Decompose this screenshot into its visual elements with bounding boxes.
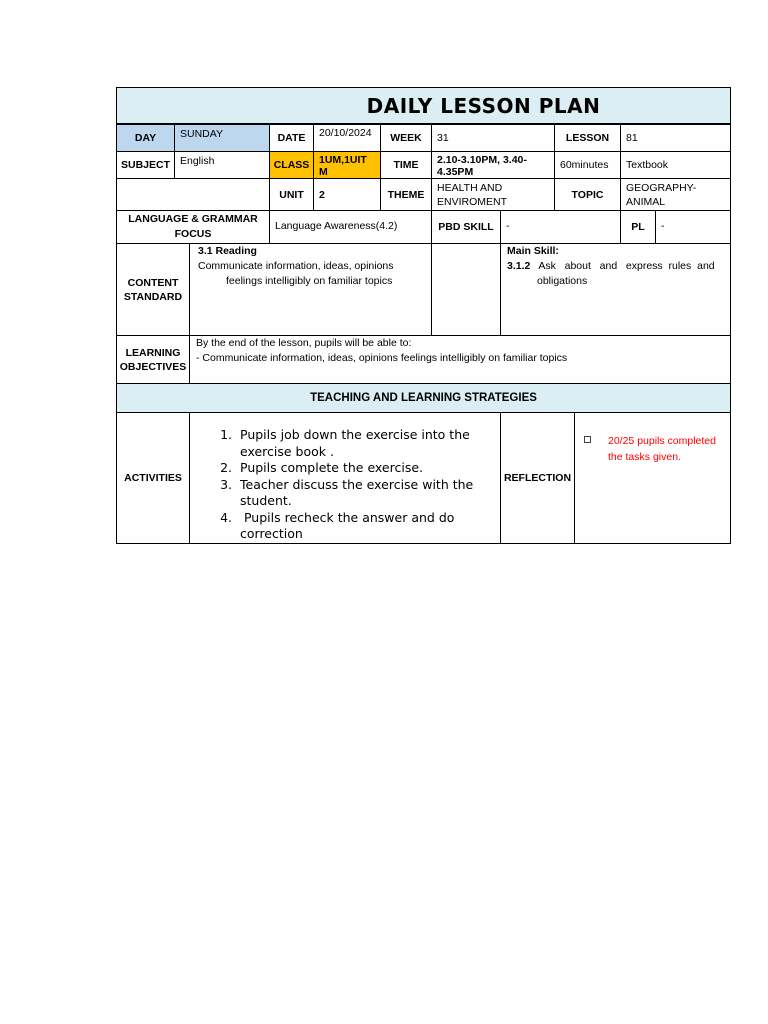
reflection-label: REFLECTION <box>500 412 575 544</box>
learning-objectives-content <box>189 335 731 384</box>
pbd-skill-value: - <box>500 210 621 244</box>
learning-objectives-line1: By the end of the lesson, pupils will be able to: <box>196 337 412 349</box>
language-focus-label: LANGUAGE & GRAMMAR FOCUS <box>116 210 270 244</box>
main-skill-line <box>507 259 724 273</box>
reflection-line1: 20/25 pupils completed <box>608 435 716 447</box>
main-skill-line1: Ask about and express rules and <box>538 260 715 272</box>
activity-item: 2. Pupils complete the exercise. <box>236 460 492 477</box>
theme-value: HEALTH AND ENVIROMENT <box>431 178 555 211</box>
content-standard-right <box>500 243 731 336</box>
content-standard-left-line2: feelings intelligibly on familiar topics <box>226 275 393 287</box>
language-focus-value: Language Awareness(4.2) <box>269 210 432 244</box>
content-standard-left <box>189 243 432 336</box>
empty-cell <box>116 178 270 211</box>
date-value: 20/10/2024 <box>313 124 381 152</box>
reading-heading: 3.1 Reading <box>198 245 257 257</box>
subject-value: English <box>174 151 270 179</box>
lesson-value: 81 <box>620 124 731 152</box>
activities-label: ACTIVITIES <box>116 412 190 544</box>
activities-list <box>190 427 492 543</box>
activities-content <box>189 412 501 544</box>
reflection-content <box>574 412 731 544</box>
time-value: 2.10-3.10PM, 3.40-4.35PM <box>431 151 555 179</box>
activity-item: 4. Pupils recheck the answer and do correction <box>236 510 492 543</box>
subject-label: SUBJECT <box>116 151 175 179</box>
resource-value: Textbook <box>620 151 731 179</box>
pl-label: PL <box>620 210 656 244</box>
strategies-heading: TEACHING AND LEARNING STRATEGIES <box>116 383 731 413</box>
main-skill-line2: obligations <box>537 275 588 287</box>
page-title: DAILY LESSON PLAN <box>366 93 601 118</box>
content-standard-left-line1: Communicate information, ideas, opinions <box>198 260 394 272</box>
main-skill-code: 3.1.2 <box>507 260 531 272</box>
pl-value: - <box>655 210 731 244</box>
title-box <box>116 87 731 124</box>
learning-objectives-label: LEARNING OBJECTIVES <box>116 335 190 384</box>
topic-label: TOPIC <box>554 178 621 211</box>
class-value: 1UM,1UIT M <box>313 151 381 179</box>
activity-item: 3. Teacher discuss the exercise with the student. <box>236 477 492 510</box>
day-value: SUNDAY <box>174 124 270 152</box>
main-skill-heading: Main Skill: <box>507 245 559 257</box>
theme-label: THEME <box>380 178 432 211</box>
unit-value: 2 <box>313 178 381 211</box>
unit-label: UNIT <box>269 178 314 211</box>
day-label: DAY <box>116 124 175 152</box>
reflection-line2: the tasks given. <box>608 451 681 463</box>
class-label: CLASS <box>269 151 314 179</box>
topic-value: GEOGRAPHY- ANIMAL <box>620 178 731 211</box>
week-label: WEEK <box>380 124 432 152</box>
content-standard-spacer <box>431 243 501 336</box>
learning-objectives-line2: - Communicate information, ideas, opinions feelings intelligibly on familiar topics <box>196 352 568 364</box>
date-label: DATE <box>269 124 314 152</box>
reflection-text <box>584 433 724 465</box>
lesson-label: LESSON <box>554 124 621 152</box>
duration-value: 60minutes <box>554 151 621 179</box>
activity-item: 1. Pupils job down the exercise into the exercise book . <box>236 427 492 460</box>
week-value: 31 <box>431 124 555 152</box>
time-label: TIME <box>380 151 432 179</box>
pbd-skill-label: PBD SKILL <box>431 210 501 244</box>
content-standard-label: CONTENT STANDARD <box>116 243 190 336</box>
